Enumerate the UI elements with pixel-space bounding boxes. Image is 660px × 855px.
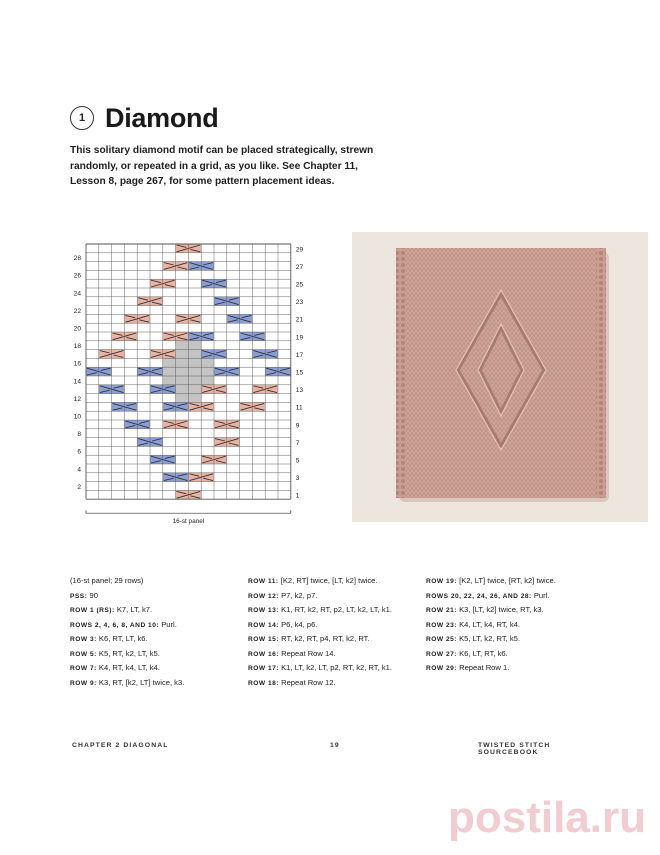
instruction-line: ROW 25: K5, LT, k2, RT, k5. [426, 634, 521, 643]
instruction-line: ROW 1 (RS): K7, LT, k7. [70, 605, 153, 614]
instruction-line: ROW 13: K1, RT, k2, RT, p2, LT, k2, LT, k1. [248, 605, 392, 614]
row-number-right: 29 [295, 246, 304, 254]
instruction-line: ROW 3: K6, RT, LT, k6. [70, 634, 148, 643]
row-number-left: 20 [73, 325, 81, 333]
swatch-photo [352, 232, 648, 522]
row-number-right: 3 [295, 475, 300, 483]
row-number-left: 18 [73, 343, 81, 351]
row-number-right: 7 [295, 439, 300, 447]
footer-page-number: 19 [330, 742, 340, 749]
instructions-column-2 [248, 574, 392, 690]
instruction-line: ROW 19: [K2, LT] twice, [RT, k2] twice. [426, 576, 556, 585]
row-number-right: 15 [295, 369, 304, 377]
row-number-right: 27 [295, 263, 304, 271]
instruction-line: ROW 17: K1, LT, k2, LT, p2, RT, k2, RT, k1. [248, 663, 392, 672]
instruction-line: ROW 15: RT, k2, RT, p4, RT, k2, RT. [248, 634, 370, 643]
row-number-left: 16 [73, 360, 81, 368]
row-number-right: 21 [295, 316, 304, 324]
instruction-line: ROW 27: K6, LT, RT, k6. [426, 648, 508, 658]
section-number-badge: 1 [70, 106, 94, 130]
row-number-left: 26 [73, 272, 81, 280]
instruction-line: ROW 16: Repeat Row 14. [248, 648, 336, 658]
knitted-swatch-image [352, 232, 648, 522]
instruction-line: (16-st panel; 29 rows) [70, 576, 144, 585]
instruction-line: ROW 9: K3, RT, [k2, LT] twice, k3. [70, 677, 185, 687]
row-number-right: 13 [295, 387, 304, 395]
instruction-line: ROW 14: P6, k4, p6. [248, 619, 318, 629]
row-number-right: 19 [295, 334, 304, 342]
row-number-right: 25 [295, 281, 304, 289]
row-number-left: 8 [77, 431, 81, 439]
row-number-right: 1 [295, 492, 300, 500]
section-header [70, 100, 218, 136]
page-footer [72, 742, 592, 754]
instructions-column-3 [426, 574, 556, 676]
row-number-left: 10 [73, 413, 81, 421]
row-number-right: 9 [295, 422, 300, 430]
watermark-logo [350, 790, 650, 850]
row-number-right: 5 [295, 457, 300, 465]
instruction-line: ROW 18: Repeat Row 12. [248, 677, 336, 687]
chart-grid-svg [60, 238, 320, 528]
panel-width-bracket [86, 510, 291, 513]
footer-book-title: TWISTED STITCH SOURCEBOOK [478, 742, 551, 756]
row-number-left: 2 [77, 483, 81, 491]
instruction-line: ROW 29: Repeat Row 1. [426, 663, 510, 672]
instruction-line: ROWS 2, 4, 6, 8, AND 10: Purl. [70, 619, 177, 629]
svg-text:postila.ru: postila.ru [447, 793, 646, 842]
stitch-chart [60, 238, 320, 528]
instruction-line: ROW 7: K4, RT, k4, LT, k4. [70, 663, 160, 672]
panel-width-label: 16-st panel [172, 518, 205, 526]
instruction-line: ROWS 20, 22, 24, 26, AND 28: Purl. [426, 590, 550, 600]
footer-chapter: CHAPTER 2 DIAGONAL [72, 742, 169, 749]
page-title: Diamond [105, 102, 219, 133]
row-number-left: 14 [73, 378, 81, 386]
row-number-left: 12 [73, 395, 81, 403]
row-number-left: 6 [77, 448, 81, 456]
intro-paragraph: This solitary diamond motif can be placed strategically, strewn randomly, or repeated in a grid, as you like. See Chapter 11, Lesson 8, page 267, for some pattern placement ideas. [70, 145, 374, 187]
row-number-right: 17 [295, 351, 304, 359]
row-number-right: 11 [295, 404, 303, 412]
instruction-line: ROW 11: [K2, RT] twice, [LT, k2] twice. [248, 576, 378, 585]
row-number-left: 4 [77, 466, 81, 474]
instructions-column-1 [70, 574, 184, 690]
instruction-line: PSS: 90 [70, 590, 98, 600]
row-number-right: 23 [295, 299, 304, 307]
instruction-line: ROW 12: P7, k2, p7. [248, 590, 318, 600]
instruction-line: ROW 23: K4, LT, k4, RT, k4. [426, 619, 521, 629]
instruction-line: ROW 21: K3, [LT, k2] twice, RT, k3. [426, 605, 544, 614]
instruction-line: ROW 5: K5, RT, k2, LT, k5. [70, 648, 160, 658]
row-number-left: 24 [73, 290, 81, 298]
row-number-left: 22 [73, 307, 81, 315]
row-number-left: 28 [73, 255, 81, 263]
